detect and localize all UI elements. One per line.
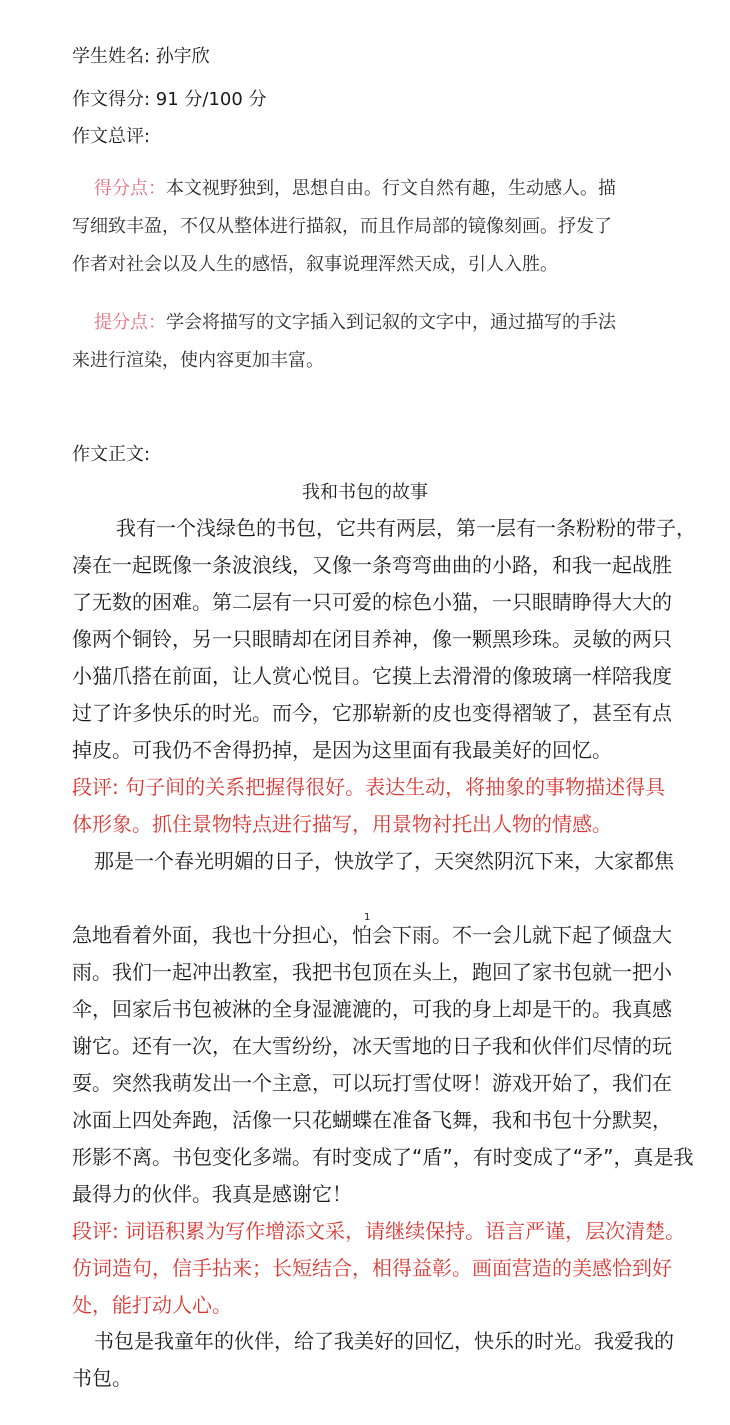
comment-line: 体形象。抓住景物特点进行描写，用景物衬托出人物的情感。 [72,812,612,836]
comment-line: 仿词造句，信手拈来；长短结合，相得益彰。画面营造的美感恰到好 [72,1256,672,1280]
student-name: 学生姓名: 孙宇欣 [72,46,210,67]
essay-paragraph-2-first-line [72,843,672,880]
paragraph-line: 掉皮。可我仍不舍得扔掉，是因为这里面有我最美好的回忆。 [72,738,612,762]
strengths-label: 得分点： [94,178,166,199]
paragraph-line: 了无数的困难。第二层有一只可爱的棕色小猫，一只眼睛睁得大大的 [72,590,672,614]
strengths-line-2: 写细致丰盈，不仅从整体进行描叙，而且作局部的镜像刻画。抒发了 [72,216,612,237]
improvements-line-1: 提分点：学会将描写的文字插入到记叙的文字中，通过描写的手法 [94,312,616,333]
paragraph-line: 谢它。还有一次，在大雪纷纷，冰天雪地的日子我和伙伴们尽情的玩 [72,1034,672,1058]
essay-body-label: 作文正文: [72,444,151,465]
comment-line: 处，能打动人心。 [72,1293,232,1317]
essay-score: 作文得分: 91 分/100 分 [72,89,267,110]
improvements-review [72,304,672,380]
paragraph-line: 雨。我们一起冲出教室，我把书包顶在头上，跑回了家书包就一把小 [72,960,672,984]
strengths-line-1: 得分点：本文视野独到，思想自由。行文自然有趣，生动感人。描 [94,178,616,199]
essay-paragraph-1 [72,510,696,769]
paragraph-line: 冰面上四处奔跑，活像一只花蝴蝶在准备飞舞，我和书包十分默契， [72,1108,672,1132]
paragraph-line: 我有一个浅绿色的书包，它共有两层，第一层有一条粉粉的带子， [116,516,696,540]
essay-paragraph-3 [72,1323,672,1397]
paragraph-line: 书包。 [72,1366,132,1390]
strengths-review [72,170,672,284]
footnote-mark: 1 [364,912,371,923]
overall-review-label: 作文总评: [72,126,151,147]
paragraph-line: 最得力的伙伴。我真是感谢它！ [72,1182,352,1206]
paragraph-line: 耍。突然我萌发出一个主意，可以玩打雪仗呀！游戏开始了，我们在 [72,1071,672,1095]
improvements-label: 提分点： [94,312,166,333]
paragraph-line: 急地看着外面，我也十分担心，怕会下雨。不一会儿就下起了倾盘大 [72,923,672,947]
paragraph-line: 小猫爪搭在前面，让人赏心悦目。它摸上去滑滑的像玻璃一样陪我度 [72,664,672,688]
comment-line: 段评: 句子间的关系把握得很好。表达生动，将抽象的事物描述得具 [72,775,666,799]
paragraph-line: 那是一个春光明媚的日子，快放学了，天突然阴沉下来，大家都焦 [94,849,674,873]
paragraph-line: 伞，回家后书包被淋的全身湿漉漉的，可我的身上却是干的。我真感 [72,997,672,1021]
paragraph-comment-1 [72,769,672,843]
paragraph-line: 过了许多快乐的时光。而今，它那崭新的皮也变得褶皱了，甚至有点 [72,701,672,725]
improvements-line-2: 来进行渲染，使内容更加丰富。 [72,350,324,371]
paragraph-line: 凑在一起既像一条波浪线，又像一条弯弯曲曲的小路，和我一起战胜 [72,553,672,577]
paragraph-line: 形影不离。书包变化多端。有时变成了“盾”，有时变成了“矛”，真是我 [72,1145,694,1169]
paragraph-comment-2 [72,1213,686,1324]
essay-paragraph-2 [72,917,694,1213]
comment-line: 段评: 词语积累为写作增添文采，请继续保持。语言严谨，层次清楚。 [72,1219,686,1243]
essay-title: 我和书包的故事 [302,482,428,503]
strengths-line-3: 作者对社会以及人生的感悟，叙事说理浑然天成，引人入胜。 [72,254,558,275]
paragraph-line: 书包是我童年的伙伴，给了我美好的回忆，快乐的时光。我爱我的 [94,1329,674,1353]
paragraph-line: 像两个铜铃，另一只眼睛却在闭目养神，像一颗黑珍珠。灵敏的两只 [72,627,672,651]
